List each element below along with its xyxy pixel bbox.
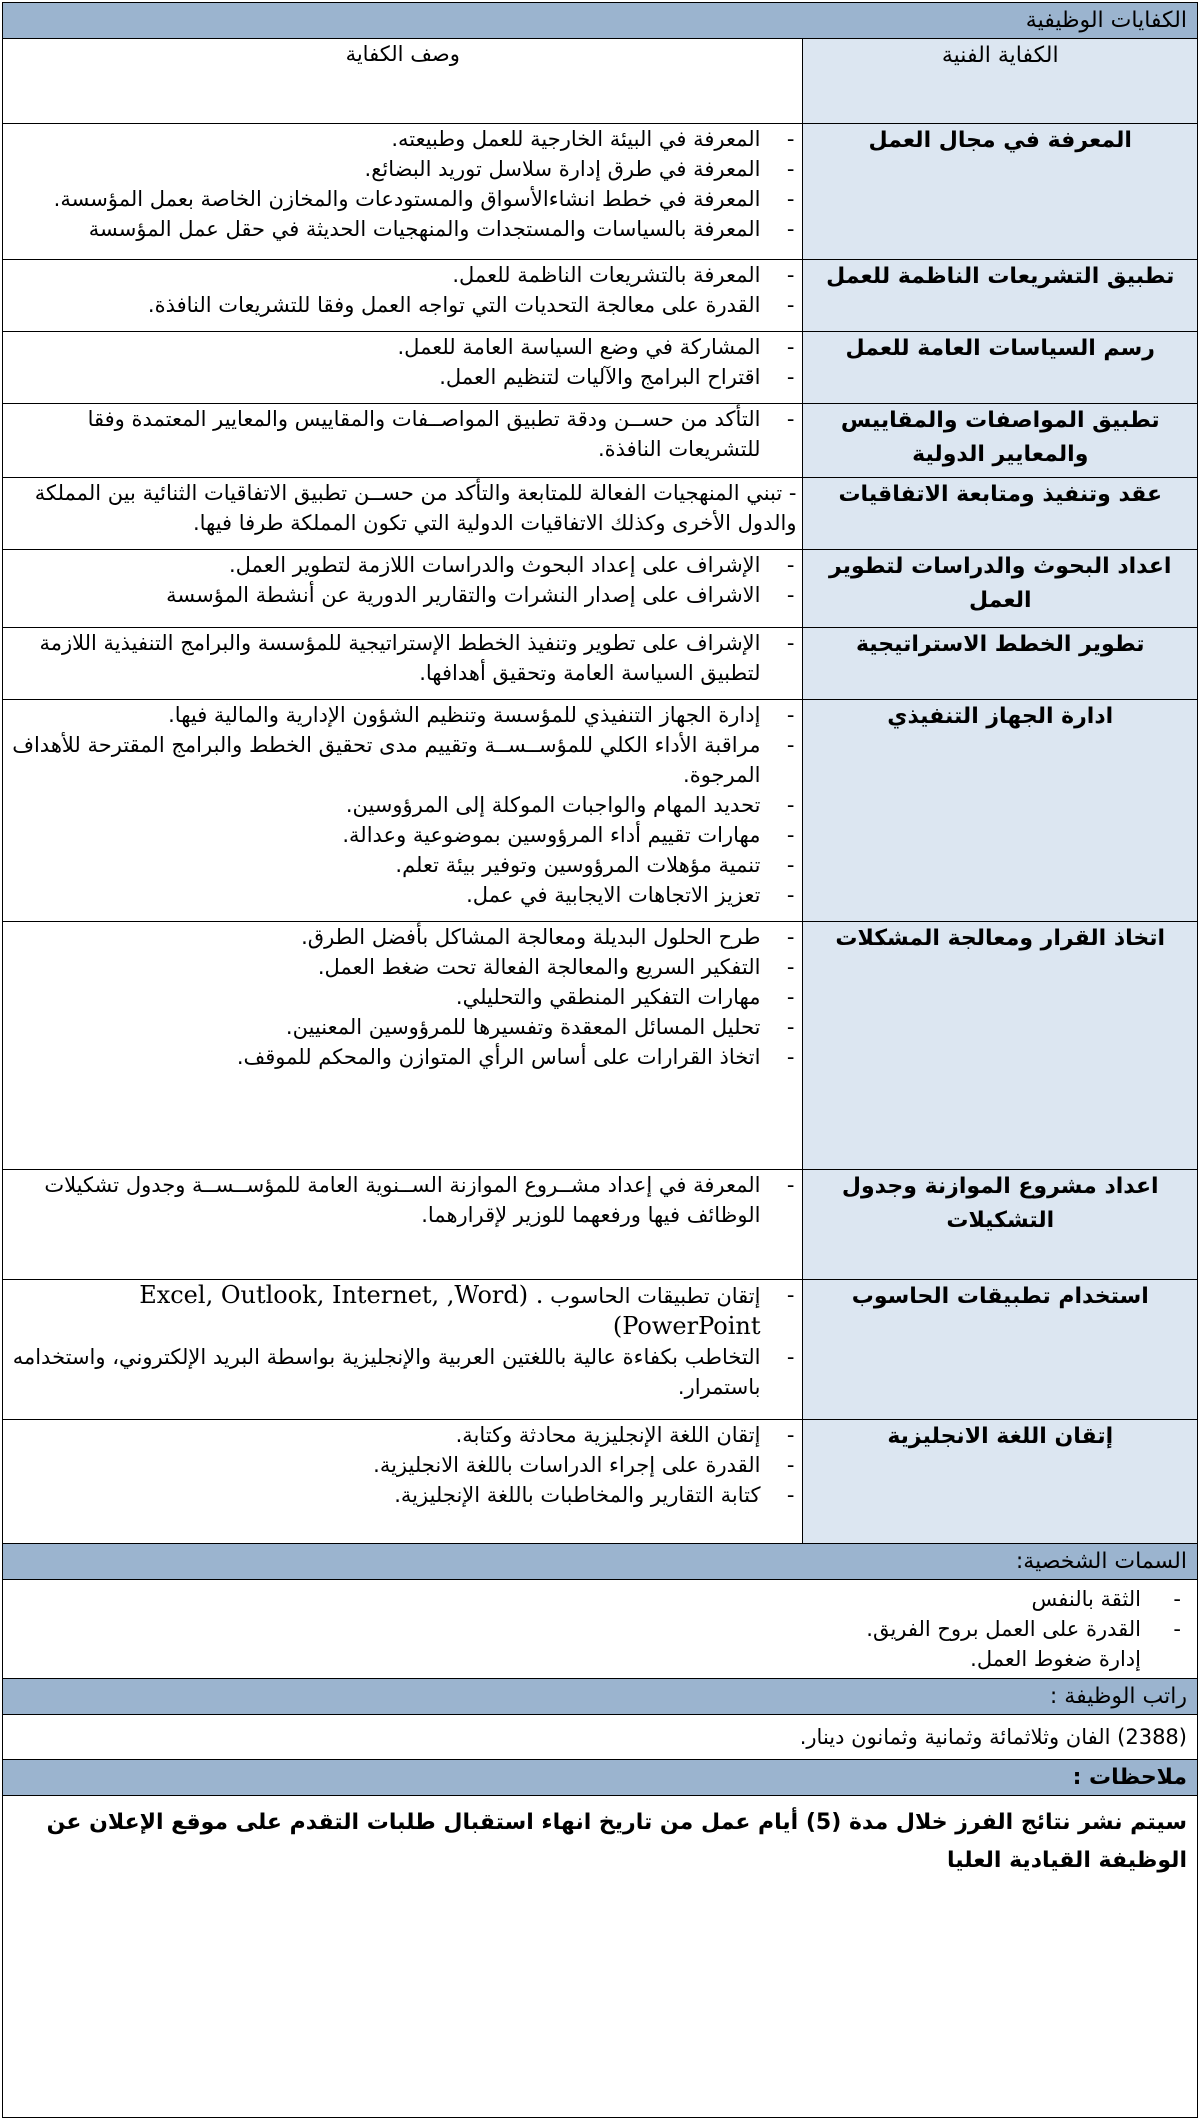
list-item: - تعزيز الاتجاهات الايجابية في عمل. <box>3 880 802 910</box>
competency-name: المعرفة في مجال العمل <box>803 123 1197 259</box>
list-item: - مهارات التفكير المنطقي والتحليلي. <box>3 982 802 1012</box>
list-item: - تحديد المهام والواجبات الموكلة إلى المرؤوسين. <box>3 790 802 820</box>
table-row <box>3 1279 1197 1419</box>
header-technical-competency: الكفاية الفنية <box>803 39 1197 123</box>
competency-name: تطوير الخطط الاستراتيجية <box>803 627 1197 699</box>
competency-description <box>3 699 803 921</box>
competency-description <box>3 627 803 699</box>
competency-name: إتقان اللغة الانجليزية <box>803 1419 1197 1543</box>
computer-skills-intro: إتقان تطبيقات الحاسوب <box>550 1283 761 1308</box>
personal-traits-list <box>3 1580 1197 1679</box>
notes-text: سيتم نشر نتائج الفرز خلال مدة (5) أيام عمل من تاريخ انهاء استقبال طلبات التقدم على موقع الإعلان عن الوظيفة القيادية العليا <box>46 1809 1187 1873</box>
competency-description <box>3 1279 803 1419</box>
personal-traits-title-bar <box>3 1544 1197 1580</box>
list-item: - المشاركة في وضع السياسة العامة للعمل. <box>3 332 802 362</box>
competency-name: استخدام تطبيقات الحاسوب <box>803 1279 1197 1419</box>
salary-value: (2388) الفان وثلاثمائة وثمانية وثمانون دينار. <box>3 1715 1197 1760</box>
list-item: - اقتراح البرامج والآليات لتنظيم العمل. <box>3 362 802 392</box>
competency-name: ادارة الجهاز التنفيذي <box>803 699 1197 921</box>
competency-name: عقد وتنفيذ ومتابعة الاتفاقيات <box>803 477 1197 549</box>
competency-description <box>3 403 803 477</box>
list-item: - كتابة التقارير والمخاطبات باللغة الإنجليزية. <box>3 1480 802 1510</box>
list-item: - المعرفة بالتشريعات الناظمة للعمل. <box>3 260 802 290</box>
competencies-title: الكفايات الوظيفية <box>1025 8 1187 33</box>
list-item: إدارة ضغوط العمل. <box>970 1646 1141 1671</box>
competency-description <box>3 1419 803 1543</box>
competency-name: رسم السياسات العامة للعمل <box>803 331 1197 403</box>
table-row <box>3 627 1197 699</box>
list-item: - تنمية مؤهلات المرؤوسين وتوفير بيئة تعلم. <box>3 850 802 880</box>
competency-description <box>3 259 803 331</box>
list-item: - مراقبة الأداء الكلي للمؤســســة وتقييم مدى تحقيق الخطط والبرامج المقترحة للأهداف المرجوة. <box>3 730 802 790</box>
table-row <box>3 1169 1197 1279</box>
list-item: - التخاطب بكفاءة عالية باللغتين العربية والإنجليزية بواسطة البريد الإلكتروني، واستخدامه باستمرار. <box>3 1342 802 1402</box>
competency-name: تطبيق التشريعات الناظمة للعمل <box>803 259 1197 331</box>
table-row <box>3 259 1197 331</box>
salary-title: راتب الوظيفة : <box>1049 1683 1187 1709</box>
personal-traits-title: السمات الشخصية: <box>1015 1548 1187 1574</box>
list-item: - اتخاذ القرارات على أساس الرأي المتوازن والمحكم للموقف. <box>3 1042 802 1072</box>
list-item: - المعرفة في طرق إدارة سلاسل توريد البضائع. <box>3 154 802 184</box>
competency-description <box>3 549 803 627</box>
competencies-title-bar <box>3 3 1197 39</box>
list-item: - تحليل المسائل المعقدة وتفسيرها للمرؤوسين المعنيين. <box>3 1012 802 1042</box>
list-item: - المعرفة في البيئة الخارجية للعمل وطبيعته. <box>3 124 802 154</box>
list-item: - التفكير السريع والمعالجة الفعالة تحت ضغط العمل. <box>3 952 802 982</box>
list-item: - القدرة على إجراء الدراسات باللغة الانجليزية. <box>3 1450 802 1480</box>
list-item: - القدرة على معالجة التحديات التي تواجه العمل وفقا للتشريعات النافذة. <box>3 290 802 320</box>
table-row <box>3 549 1197 627</box>
competency-name: اعداد البحوث والدراسات لتطوير العمل <box>803 549 1197 627</box>
competency-description <box>3 921 803 1169</box>
list-item <box>3 1280 802 1342</box>
competency-description <box>3 331 803 403</box>
notes-title-bar <box>3 1760 1197 1796</box>
competency-description <box>3 477 803 549</box>
table-row <box>3 921 1197 1169</box>
list-item: - مهارات تقييم أداء المرؤوسين بموضوعية وعدالة. <box>3 820 802 850</box>
computer-apps-list: Excel, Outlook, Internet, ,Word) .(PowerPoint <box>139 1280 761 1340</box>
list-item: - إدارة الجهاز التنفيذي للمؤسسة وتنظيم الشؤون الإدارية والمالية فيها. <box>3 700 802 730</box>
competency-description <box>3 1169 803 1279</box>
table-row <box>3 403 1197 477</box>
competencies-table <box>3 39 1197 1544</box>
salary-title-bar <box>3 1679 1197 1715</box>
notes-title: ملاحظات : <box>1072 1764 1187 1790</box>
list-item: - إتقان اللغة الإنجليزية محادثة وكتابة. <box>3 1420 802 1450</box>
list-item: - المعرفة بالسياسات والمستجدات والمنهجيات الحديثة في حقل عمل المؤسسة <box>3 214 802 244</box>
list-item: - المعرفة في خطط انشاءالأسواق والمستودعات والمخازن الخاصة بعمل المؤسسة. <box>3 184 802 214</box>
list-item: - القدرة على العمل بروح الفريق. <box>3 1614 1197 1644</box>
table-row <box>3 699 1197 921</box>
list-item: - الثقة بالنفس <box>3 1584 1197 1614</box>
table-row <box>3 1419 1197 1543</box>
table-row <box>3 477 1197 549</box>
table-header-row <box>3 39 1197 123</box>
header-competency-description: وصف الكفاية <box>3 39 803 123</box>
competency-name: تطبيق المواصفات والمقاييس والمعايير الدولية <box>803 403 1197 477</box>
competency-name: اعداد مشروع الموازنة وجدول التشكيلات <box>803 1169 1197 1279</box>
list-item: - الإشراف على تطوير وتنفيذ الخطط الإستراتيجية للمؤسسة والبرامج التنفيذية اللازمة لتطبيق السياسة العامة وتحقيق أهدافها. <box>3 628 802 688</box>
table-row <box>3 331 1197 403</box>
competency-description <box>3 123 803 259</box>
list-item: - الاشراف على إصدار النشرات والتقارير الدورية عن أنشطة المؤسسة <box>3 580 802 610</box>
table-row <box>3 123 1197 259</box>
list-item: - طرح الحلول البديلة ومعالجة المشاكل بأفضل الطرق. <box>3 922 802 952</box>
competency-text: - تبني المنهجيات الفعالة للمتابعة والتأكد من حســن تطبيق الاتفاقيات الثنائية بين المملكة والدول الأخرى وكذلك الاتفاقيات الدولية التي تكون المملكة طرفا فيها. <box>34 480 797 535</box>
list-item: - المعرفة في إعداد مشــروع الموازنة الســنوية العامة للمؤســســة وجدول تشكيلات الوظائف فيها ورفعهما للوزير لإقرارهما. <box>3 1170 802 1230</box>
job-description-page <box>2 2 1198 2118</box>
competency-name: اتخاذ القرار ومعالجة المشكلات <box>803 921 1197 1169</box>
list-item: - التأكد من حســن ودقة تطبيق المواصــفات والمقاييس والمعايير المعتمدة وفقا للتشريعات النافذة. <box>3 404 802 464</box>
list-item: - الإشراف على إعداد البحوث والدراسات اللازمة لتطوير العمل. <box>3 550 802 580</box>
